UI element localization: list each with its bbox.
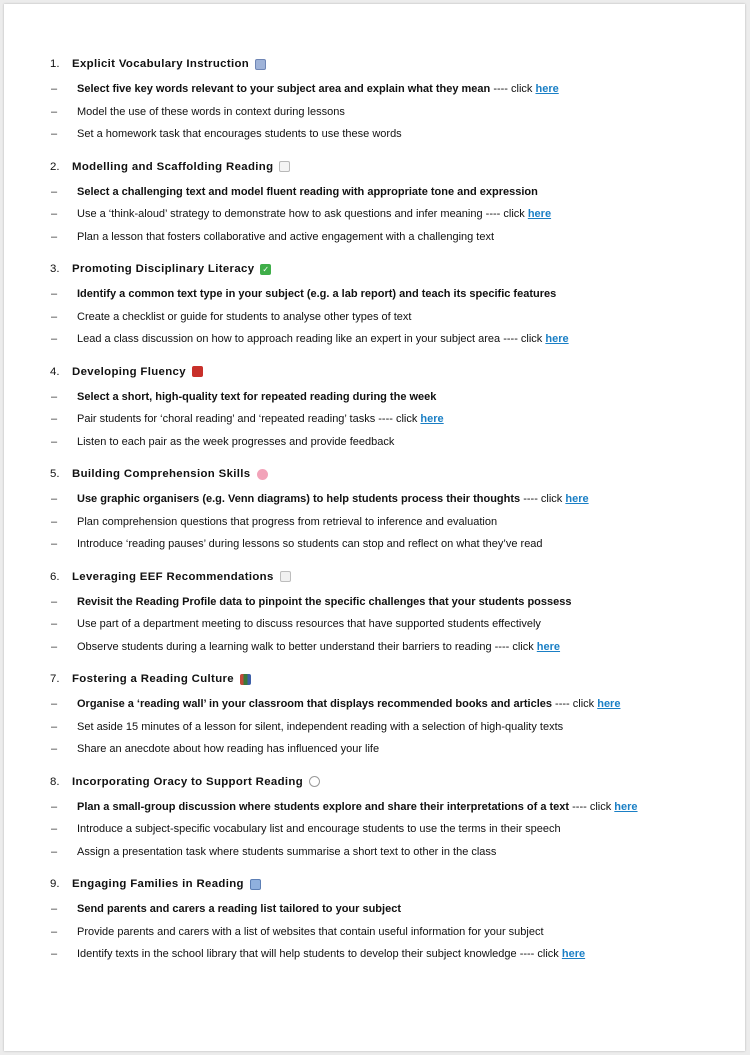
item-click-prefix: ---- click [569,800,615,813]
item-text: Provide parents and carers with a list of websites that contain useful information for your subject [77,925,544,938]
item-text: Create a checklist or guide for students to analyse other types of text [77,310,412,323]
book-icon [192,366,203,377]
section-title: Promoting Disciplinary Literacy [72,263,255,275]
section-title: Modelling and Scaffolding Reading [72,160,274,173]
section-heading [50,54,730,74]
list-item [50,943,730,966]
section-title: Leveraging EEF Recommendations [72,570,274,583]
list-item [50,738,730,761]
item-text: Introduce a subject-specific vocabulary list and encourage students to use the terms in their speech [77,823,561,836]
list-item [50,921,730,944]
item-text: Set a homework task that encourages students to use these words [77,128,402,141]
dash-bullet: – [51,640,58,653]
item-click-prefix: ---- click [520,493,566,506]
document-content [50,54,730,977]
section-number: 3. [50,263,60,275]
here-link[interactable]: here [535,83,559,96]
clipboard-icon [280,571,291,582]
item-text: Lead a class discussion on how to approach reading like an expert in your subject area [77,333,501,346]
dash-bullet: – [51,845,58,858]
section-heading [50,669,730,689]
item-text: Identify a common text type in your subject (e.g. a lab report) and teach its specific features [77,288,557,301]
item-click-prefix: ---- click [491,640,537,653]
here-link[interactable]: here [420,413,444,426]
list-item [50,591,730,614]
dash-bullet: – [51,720,58,733]
list-item [50,818,730,841]
list-item [50,716,730,739]
section-reading-culture [50,669,730,761]
list-item [50,693,730,716]
item-text: Use graphic organisers (e.g. Venn diagrams) to help students process their thoughts [77,493,521,506]
list-item [50,488,730,511]
document-page [4,4,745,1051]
list-item [50,203,730,226]
item-click-prefix: ---- click [500,333,546,346]
item-text: Revisit the Reading Profile data to pinpoint the specific challenges that your students possess [77,595,572,608]
section-number: 7. [50,673,60,685]
item-text: Use part of a department meeting to discuss resources that have supported students effectively [77,618,541,631]
dash-bullet: – [51,288,58,301]
section-disciplinary-literacy [50,259,730,351]
dash-bullet: – [51,390,58,403]
dash-bullet: – [51,185,58,198]
here-link[interactable]: here [527,208,552,221]
dash-bullet: – [51,595,58,608]
section-title: Explicit Vocabulary Instruction [72,58,250,70]
list-item [50,511,730,534]
section-number: 4. [50,365,60,378]
here-link[interactable]: here [561,948,586,961]
here-link[interactable]: here [597,698,621,711]
list-item [50,636,730,659]
item-text: Plan comprehension questions that progress from retrieval to inference and evaluation [77,515,498,528]
dash-bullet: – [51,128,58,141]
here-link[interactable]: here [614,800,638,813]
dash-bullet: – [51,618,58,631]
section-number: 2. [50,160,60,173]
dash-bullet: – [51,515,58,528]
section-modelling-scaffolding [50,157,730,249]
dash-bullet: – [51,310,58,323]
books-icon [240,674,251,685]
list-item [50,306,730,329]
list-item [50,123,730,146]
section-heading [50,567,730,587]
dash-bullet: – [51,413,58,426]
abacus-icon [255,59,266,70]
dash-bullet: – [51,743,58,756]
list-item [50,431,730,454]
item-text: Select five key words relevant to your subject area and explain what they mean [77,83,491,96]
dash-bullet: – [51,698,58,711]
section-engaging-families [50,874,730,966]
brain-icon [257,469,268,480]
section-heading [50,259,730,279]
section-comprehension-skills [50,464,730,556]
list-item [50,283,730,306]
speech-bubble-icon [309,776,320,787]
item-click-prefix: ---- click [516,948,562,961]
section-explicit-vocabulary [50,54,730,146]
list-item [50,841,730,864]
list-item [50,613,730,636]
section-number: 6. [50,570,60,583]
list-item [50,181,730,204]
item-text: Introduce ‘reading pauses’ during lessons so students can stop and reflect on what they’ve read [77,538,543,551]
list-item [50,78,730,101]
dash-bullet: – [51,333,58,346]
section-heading [50,362,730,382]
item-text: Select a challenging text and model fluent reading with appropriate tone and expression [77,185,538,198]
section-heading [50,157,730,177]
list-item [50,796,730,819]
item-text: Plan a lesson that fosters collaborative and active engagement with a challenging text [77,230,495,243]
list-item [50,533,730,556]
list-item [50,226,730,249]
section-heading [50,772,730,792]
section-heading [50,464,730,484]
item-text: Set aside 15 minutes of a lesson for silent, independent reading with a selection of high-quality texts [77,720,564,733]
here-link[interactable]: here [536,640,561,653]
section-number: 8. [50,775,60,788]
item-text: Listen to each pair as the week progresses and provide feedback [77,435,395,448]
dash-bullet: – [51,230,58,243]
dash-bullet: – [51,925,58,938]
item-click-prefix: ---- click [490,83,536,96]
dash-bullet: – [51,948,58,961]
section-title: Building Comprehension Skills [72,468,251,480]
item-text: Send parents and carers a reading list tailored to your subject [77,903,401,916]
dash-bullet: – [51,435,58,448]
item-text: Observe students during a learning walk to better understand their barriers to reading [77,640,492,653]
section-title: Developing Fluency [72,365,186,378]
section-heading [50,874,730,894]
section-number: 9. [50,878,60,890]
dash-bullet: – [51,538,58,551]
here-link[interactable]: here [545,333,569,346]
item-text: Select a short, high-quality text for repeated reading during the week [77,390,437,403]
section-title: Fostering a Reading Culture [72,673,234,685]
item-text: Model the use of these words in context during lessons [77,105,345,118]
family-icon [250,879,261,890]
item-text: Organise a ‘reading wall’ in your classroom that displays recommended books and articles [77,698,552,711]
item-text: Assign a presentation task where students summarise a short text to other in the class [77,845,497,858]
item-text: Pair students for ‘choral reading’ and ‘repeated reading’ tasks [77,413,376,426]
item-text: Use a ‘think-aloud’ strategy to demonstrate how to ask questions and infer meaning [77,208,483,221]
check-mark-icon: ✓ [262,264,270,274]
item-text: Plan a small-group discussion where students explore and share their interpretations of a text [77,800,570,813]
here-link[interactable]: here [565,493,589,506]
dash-bullet: – [51,83,58,96]
item-click-prefix: ---- click [375,413,421,426]
section-number: 1. [50,58,60,70]
list-item [50,328,730,351]
list-item [50,101,730,124]
dash-bullet: – [51,208,58,221]
section-number: 5. [50,468,60,480]
item-text: Identify texts in the school library that will help students to develop their subject knowledge [77,948,517,961]
section-developing-fluency [50,362,730,454]
section-eef-recommendations [50,567,730,659]
section-oracy [50,772,730,864]
item-text: Share an anecdote about how reading has influenced your life [77,743,380,756]
list-item [50,898,730,921]
list-item [50,386,730,409]
dash-bullet: – [51,105,58,118]
dash-bullet: – [51,823,58,836]
dash-bullet: – [51,800,58,813]
item-click-prefix: ---- click [482,208,528,221]
list-item [50,408,730,431]
section-title: Incorporating Oracy to Support Reading [72,775,304,788]
page-icon [279,161,290,172]
item-click-prefix: ---- click [552,698,598,711]
dash-bullet: – [51,493,58,506]
section-title: Engaging Families in Reading [72,878,244,890]
dash-bullet: – [51,903,58,916]
